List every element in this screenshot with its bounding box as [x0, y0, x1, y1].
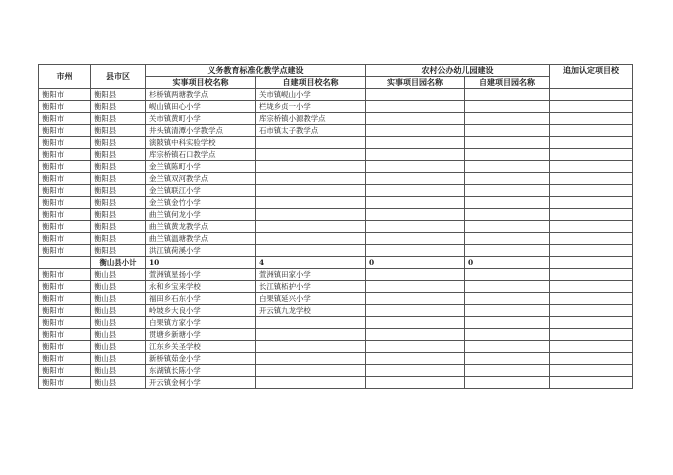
selfbuilt-kindergarten-cell	[465, 209, 550, 221]
city-cell: 衡阳市	[39, 269, 91, 281]
practical-kindergarten-cell	[366, 221, 465, 233]
additional-school-cell	[550, 221, 633, 233]
county-cell: 衡山县	[91, 293, 146, 305]
selfbuilt-kindergarten-cell	[465, 89, 550, 101]
city-cell: 衡阳市	[39, 365, 91, 377]
practical-kindergarten-cell	[366, 377, 465, 389]
city-cell: 衡阳市	[39, 209, 91, 221]
city-cell: 衡阳市	[39, 305, 91, 317]
selfbuilt-kindergarten-cell	[465, 317, 550, 329]
selfbuilt-school-cell	[256, 137, 366, 149]
practical-kindergarten-cell	[366, 197, 465, 209]
county-cell: 衡阳县	[91, 125, 146, 137]
county-cell: 衡阳县	[91, 161, 146, 173]
additional-school-cell	[550, 293, 633, 305]
city-cell: 衡阳市	[39, 245, 91, 257]
table-row	[39, 185, 633, 197]
additional-school-cell	[550, 353, 633, 365]
county-cell: 衡山县	[91, 377, 146, 389]
practical-kindergarten-cell	[366, 365, 465, 377]
selfbuilt-kindergarten-cell	[465, 353, 550, 365]
additional-school-cell	[550, 269, 633, 281]
selfbuilt-kindergarten-cell	[465, 329, 550, 341]
selfbuilt-kindergarten-cell	[465, 281, 550, 293]
selfbuilt-school-cell	[256, 197, 366, 209]
selfbuilt-kindergarten-cell	[465, 185, 550, 197]
city-cell: 衡阳市	[39, 221, 91, 233]
additional-school-cell	[550, 245, 633, 257]
table-body	[39, 89, 633, 389]
additional-school-cell	[550, 329, 633, 341]
table-row	[39, 377, 633, 389]
additional-school-cell	[550, 113, 633, 125]
selfbuilt-school-cell	[256, 353, 366, 365]
selfbuilt-school-cell	[256, 161, 366, 173]
selfbuilt-kindergarten-cell	[465, 377, 550, 389]
county-cell: 衡阳县	[91, 245, 146, 257]
practical-school-cell: 岭坡乡大良小学	[146, 305, 256, 317]
selfbuilt-school-cell	[256, 221, 366, 233]
city-cell: 衡阳市	[39, 377, 91, 389]
practical-kindergarten-cell	[366, 353, 465, 365]
practical-school-cell: 萱洲镇星扬小学	[146, 269, 256, 281]
county-cell: 衡阳县	[91, 197, 146, 209]
header-group-kindergarten: 农村公办幼儿园建设	[366, 65, 550, 77]
practical-kindergarten-cell	[366, 317, 465, 329]
city-cell: 衡阳市	[39, 89, 91, 101]
additional-school-cell	[550, 89, 633, 101]
city-cell: 衡阳市	[39, 173, 91, 185]
header-g2-selfbuilt: 自建项目园名称	[465, 77, 550, 89]
table-row	[39, 209, 633, 221]
county-cell: 衡山县小计	[91, 257, 146, 269]
table-row	[39, 137, 633, 149]
practical-school-cell: 曲兰镇温塘教学点	[146, 233, 256, 245]
practical-school-cell: 10	[146, 257, 256, 269]
practical-kindergarten-cell	[366, 89, 465, 101]
practical-school-cell: 东湖镇长陈小学	[146, 365, 256, 377]
additional-school-cell	[550, 377, 633, 389]
selfbuilt-school-cell: 库宗桥镇小源教学点	[256, 113, 366, 125]
practical-school-cell: 白果镇方家小学	[146, 317, 256, 329]
practical-kindergarten-cell	[366, 161, 465, 173]
county-cell: 衡阳县	[91, 101, 146, 113]
county-cell: 衡阳县	[91, 233, 146, 245]
selfbuilt-kindergarten-cell: 0	[465, 257, 550, 269]
city-cell: 衡阳市	[39, 101, 91, 113]
practical-kindergarten-cell	[366, 125, 465, 137]
county-cell: 衡阳县	[91, 137, 146, 149]
practical-school-cell: 库宗桥镇石口教学点	[146, 149, 256, 161]
table-row	[39, 89, 633, 101]
selfbuilt-kindergarten-cell	[465, 101, 550, 113]
practical-school-cell: 洪江镇荷溪小学	[146, 245, 256, 257]
selfbuilt-school-cell: 开云镇九龙学校	[256, 305, 366, 317]
practical-kindergarten-cell	[366, 101, 465, 113]
additional-school-cell	[550, 257, 633, 269]
practical-school-cell: 杉桥镇两塘教学点	[146, 89, 256, 101]
additional-school-cell	[550, 149, 633, 161]
county-cell: 衡阳县	[91, 185, 146, 197]
city-cell: 衡阳市	[39, 317, 91, 329]
practical-kindergarten-cell	[366, 137, 465, 149]
county-cell: 衡阳县	[91, 221, 146, 233]
practical-kindergarten-cell	[366, 293, 465, 305]
table-row	[39, 149, 633, 161]
additional-school-cell	[550, 305, 633, 317]
county-cell: 衡山县	[91, 269, 146, 281]
selfbuilt-school-cell	[256, 329, 366, 341]
county-cell: 衡山县	[91, 329, 146, 341]
additional-school-cell	[550, 197, 633, 209]
subtotal-row	[39, 257, 633, 269]
selfbuilt-school-cell: 4	[256, 257, 366, 269]
additional-school-cell	[550, 365, 633, 377]
additional-school-cell	[550, 101, 633, 113]
additional-school-cell	[550, 173, 633, 185]
practical-kindergarten-cell	[366, 149, 465, 161]
selfbuilt-kindergarten-cell	[465, 197, 550, 209]
county-cell: 衡阳县	[91, 89, 146, 101]
practical-kindergarten-cell	[366, 329, 465, 341]
selfbuilt-kindergarten-cell	[465, 125, 550, 137]
selfbuilt-kindergarten-cell	[465, 233, 550, 245]
selfbuilt-kindergarten-cell	[465, 161, 550, 173]
additional-school-cell	[550, 209, 633, 221]
selfbuilt-school-cell: 白果镇延兴小学	[256, 293, 366, 305]
header-group-compulsory-education: 义务教育标准化教学点建设	[146, 65, 366, 77]
city-cell: 衡阳市	[39, 197, 91, 209]
practical-kindergarten-cell	[366, 281, 465, 293]
city-cell: 衡阳市	[39, 233, 91, 245]
city-cell: 衡阳市	[39, 149, 91, 161]
practical-school-cell: 贯塘乡新塘小学	[146, 329, 256, 341]
practical-school-cell: 金兰镇金竹小学	[146, 197, 256, 209]
county-cell: 衡山县	[91, 317, 146, 329]
practical-kindergarten-cell	[366, 209, 465, 221]
table-row	[39, 341, 633, 353]
table-row	[39, 113, 633, 125]
city-cell	[39, 257, 91, 269]
selfbuilt-school-cell	[256, 341, 366, 353]
selfbuilt-kindergarten-cell	[465, 305, 550, 317]
selfbuilt-school-cell: 长江镇柘护小学	[256, 281, 366, 293]
table-row	[39, 101, 633, 113]
practical-school-cell: 开云镇金柯小学	[146, 377, 256, 389]
selfbuilt-kindergarten-cell	[465, 365, 550, 377]
table-row	[39, 233, 633, 245]
selfbuilt-school-cell: 栏垅乡贞一小学	[256, 101, 366, 113]
table-row	[39, 317, 633, 329]
additional-school-cell	[550, 281, 633, 293]
table-row	[39, 125, 633, 137]
additional-school-cell	[550, 185, 633, 197]
school-project-table	[38, 64, 633, 389]
header-county: 县市区	[91, 65, 146, 89]
practical-school-cell: 演陂镇中科实验学校	[146, 137, 256, 149]
selfbuilt-kindergarten-cell	[465, 137, 550, 149]
selfbuilt-kindergarten-cell	[465, 341, 550, 353]
selfbuilt-kindergarten-cell	[465, 113, 550, 125]
practical-school-cell: 金兰镇联江小学	[146, 185, 256, 197]
selfbuilt-school-cell: 萱洲镇田家小学	[256, 269, 366, 281]
table-row	[39, 329, 633, 341]
city-cell: 衡阳市	[39, 185, 91, 197]
selfbuilt-kindergarten-cell	[465, 293, 550, 305]
selfbuilt-school-cell: 石市镇太子教学点	[256, 125, 366, 137]
additional-school-cell	[550, 341, 633, 353]
city-cell: 衡阳市	[39, 293, 91, 305]
selfbuilt-school-cell	[256, 149, 366, 161]
practical-school-cell: 福田乡石东小学	[146, 293, 256, 305]
additional-school-cell	[550, 233, 633, 245]
additional-school-cell	[550, 137, 633, 149]
selfbuilt-kindergarten-cell	[465, 221, 550, 233]
practical-kindergarten-cell	[366, 341, 465, 353]
county-cell: 衡山县	[91, 353, 146, 365]
selfbuilt-school-cell	[256, 209, 366, 221]
county-cell: 衡山县	[91, 341, 146, 353]
header-g2-practical: 实事项目园名称	[366, 77, 465, 89]
practical-school-cell: 曲兰镇黄龙教学点	[146, 221, 256, 233]
practical-school-cell: 新桥镇茹金小学	[146, 353, 256, 365]
practical-school-cell: 永和乡宝来学校	[146, 281, 256, 293]
city-cell: 衡阳市	[39, 125, 91, 137]
additional-school-cell	[550, 317, 633, 329]
practical-kindergarten-cell	[366, 233, 465, 245]
table-row	[39, 353, 633, 365]
selfbuilt-school-cell	[256, 365, 366, 377]
selfbuilt-kindergarten-cell	[465, 245, 550, 257]
header-city: 市州	[39, 65, 91, 89]
selfbuilt-school-cell: 关市镇岘山小学	[256, 89, 366, 101]
practical-kindergarten-cell: 0	[366, 257, 465, 269]
table-row	[39, 269, 633, 281]
table-row	[39, 365, 633, 377]
table-row	[39, 197, 633, 209]
table-row	[39, 161, 633, 173]
practical-kindergarten-cell	[366, 269, 465, 281]
selfbuilt-school-cell	[256, 377, 366, 389]
table-row	[39, 221, 633, 233]
additional-school-cell	[550, 125, 633, 137]
county-cell: 衡阳县	[91, 173, 146, 185]
header-group-additional: 追加认定项目校	[550, 65, 633, 89]
county-cell: 衡阳县	[91, 113, 146, 125]
practical-school-cell: 曲兰镇何龙小学	[146, 209, 256, 221]
header-row-1	[39, 65, 633, 77]
practical-kindergarten-cell	[366, 113, 465, 125]
county-cell: 衡山县	[91, 281, 146, 293]
county-cell: 衡阳县	[91, 149, 146, 161]
city-cell: 衡阳市	[39, 113, 91, 125]
practical-school-cell: 金兰镇双河教学点	[146, 173, 256, 185]
county-cell: 衡山县	[91, 365, 146, 377]
additional-school-cell	[550, 161, 633, 173]
selfbuilt-school-cell	[256, 173, 366, 185]
practical-school-cell: 岘山镇田心小学	[146, 101, 256, 113]
city-cell: 衡阳市	[39, 329, 91, 341]
table-row	[39, 173, 633, 185]
practical-school-cell: 井头镇清潭小学教学点	[146, 125, 256, 137]
practical-kindergarten-cell	[366, 173, 465, 185]
header-g1-practical: 实事项目校名称	[146, 77, 256, 89]
city-cell: 衡阳市	[39, 281, 91, 293]
practical-school-cell: 江东乡关圣学校	[146, 341, 256, 353]
selfbuilt-kindergarten-cell	[465, 269, 550, 281]
county-cell: 衡阳县	[91, 209, 146, 221]
practical-kindergarten-cell	[366, 245, 465, 257]
selfbuilt-kindergarten-cell	[465, 173, 550, 185]
header-g1-selfbuilt: 自建项目校名称	[256, 77, 366, 89]
practical-kindergarten-cell	[366, 185, 465, 197]
selfbuilt-school-cell	[256, 233, 366, 245]
table-row	[39, 305, 633, 317]
table-row	[39, 281, 633, 293]
practical-school-cell: 关市镇黄町小学	[146, 113, 256, 125]
practical-kindergarten-cell	[366, 305, 465, 317]
selfbuilt-kindergarten-cell	[465, 149, 550, 161]
table-row	[39, 293, 633, 305]
city-cell: 衡阳市	[39, 341, 91, 353]
county-cell: 衡山县	[91, 305, 146, 317]
selfbuilt-school-cell	[256, 245, 366, 257]
table-row	[39, 245, 633, 257]
city-cell: 衡阳市	[39, 137, 91, 149]
city-cell: 衡阳市	[39, 161, 91, 173]
selfbuilt-school-cell	[256, 185, 366, 197]
selfbuilt-school-cell	[256, 317, 366, 329]
city-cell: 衡阳市	[39, 353, 91, 365]
practical-school-cell: 金兰镇陈町小学	[146, 161, 256, 173]
